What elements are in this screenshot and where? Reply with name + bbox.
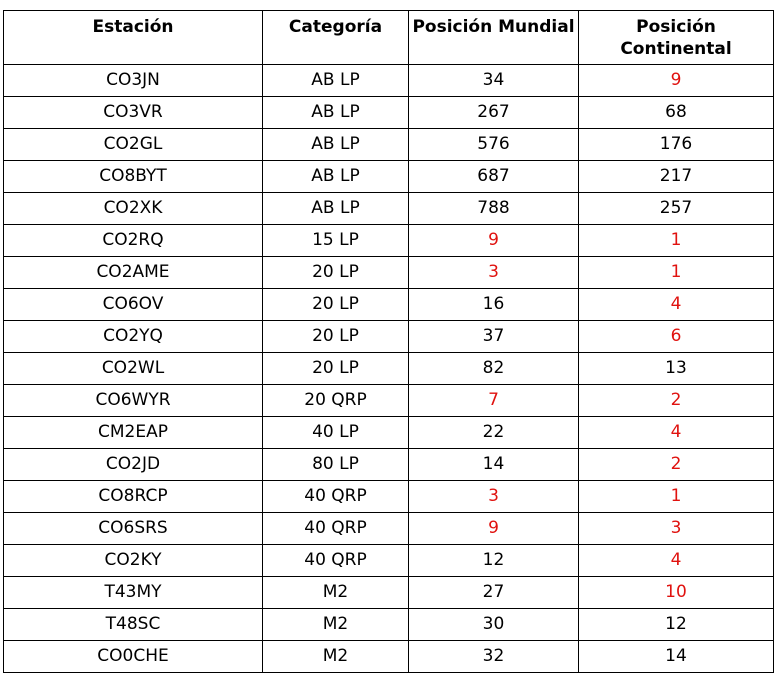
table-row (4, 225, 774, 257)
station-cell: CO2RQ (4, 225, 263, 257)
table-row (4, 97, 774, 129)
station-cell: CO3JN (4, 65, 263, 97)
continental-position-cell: 4 (579, 545, 774, 577)
station-cell: CO2XK (4, 193, 263, 225)
station-cell: T43MY (4, 577, 263, 609)
category-cell: 20 LP (263, 257, 409, 289)
world-position-cell: 7 (409, 385, 579, 417)
table-row (4, 257, 774, 289)
world-position-cell: 22 (409, 417, 579, 449)
continental-position-cell: 1 (579, 225, 774, 257)
table-row (4, 609, 774, 641)
category-cell: 40 QRP (263, 545, 409, 577)
station-cell: CO3VR (4, 97, 263, 129)
continental-position-cell: 14 (579, 641, 774, 673)
continental-position-cell: 217 (579, 161, 774, 193)
world-position-cell: 3 (409, 257, 579, 289)
category-cell: 20 LP (263, 353, 409, 385)
continental-position-cell: 13 (579, 353, 774, 385)
continental-position-cell: 4 (579, 417, 774, 449)
category-cell: 40 QRP (263, 513, 409, 545)
category-cell: 20 QRP (263, 385, 409, 417)
category-cell: M2 (263, 641, 409, 673)
world-position-cell: 12 (409, 545, 579, 577)
station-cell: CO0CHE (4, 641, 263, 673)
station-cell: CO8RCP (4, 481, 263, 513)
station-cell: CO2GL (4, 129, 263, 161)
category-cell: AB LP (263, 129, 409, 161)
continental-position-cell: 10 (579, 577, 774, 609)
category-cell: 15 LP (263, 225, 409, 257)
header-category: Categoría (263, 11, 409, 65)
world-position-cell: 14 (409, 449, 579, 481)
table-row (4, 161, 774, 193)
header-station: Estación (4, 11, 263, 65)
category-cell: M2 (263, 609, 409, 641)
table-row (4, 481, 774, 513)
table-row (4, 65, 774, 97)
continental-position-cell: 6 (579, 321, 774, 353)
table-row (4, 417, 774, 449)
table-row (4, 193, 774, 225)
station-cell: CO2YQ (4, 321, 263, 353)
category-cell: AB LP (263, 161, 409, 193)
station-cell: CO2WL (4, 353, 263, 385)
header-world-position: Posición Mundial (409, 11, 579, 65)
world-position-cell: 16 (409, 289, 579, 321)
continental-position-cell: 1 (579, 257, 774, 289)
table-row (4, 289, 774, 321)
station-cell: CO6WYR (4, 385, 263, 417)
station-cell: CO6OV (4, 289, 263, 321)
continental-position-cell: 176 (579, 129, 774, 161)
table-body (4, 65, 774, 673)
header-continental-position: Posición Continental (579, 11, 774, 65)
table-row (4, 385, 774, 417)
continental-position-cell: 12 (579, 609, 774, 641)
station-cell: CM2EAP (4, 417, 263, 449)
table-row (4, 513, 774, 545)
station-cell: T48SC (4, 609, 263, 641)
table-row (4, 353, 774, 385)
world-position-cell: 27 (409, 577, 579, 609)
category-cell: 40 QRP (263, 481, 409, 513)
world-position-cell: 788 (409, 193, 579, 225)
category-cell: 80 LP (263, 449, 409, 481)
world-position-cell: 30 (409, 609, 579, 641)
station-cell: CO8BYT (4, 161, 263, 193)
table-row (4, 641, 774, 673)
continental-position-cell: 68 (579, 97, 774, 129)
continental-position-cell: 1 (579, 481, 774, 513)
category-cell: 20 LP (263, 289, 409, 321)
continental-position-cell: 2 (579, 385, 774, 417)
category-cell: 40 LP (263, 417, 409, 449)
station-cell: CO6SRS (4, 513, 263, 545)
continental-position-cell: 3 (579, 513, 774, 545)
world-position-cell: 687 (409, 161, 579, 193)
results-table (3, 10, 774, 673)
world-position-cell: 9 (409, 513, 579, 545)
category-cell: AB LP (263, 65, 409, 97)
world-position-cell: 9 (409, 225, 579, 257)
world-position-cell: 34 (409, 65, 579, 97)
continental-position-cell: 2 (579, 449, 774, 481)
world-position-cell: 576 (409, 129, 579, 161)
station-cell: CO2AME (4, 257, 263, 289)
table-row (4, 577, 774, 609)
category-cell: AB LP (263, 193, 409, 225)
category-cell: 20 LP (263, 321, 409, 353)
world-position-cell: 3 (409, 481, 579, 513)
table-row (4, 545, 774, 577)
continental-position-cell: 9 (579, 65, 774, 97)
continental-position-cell: 257 (579, 193, 774, 225)
station-cell: CO2JD (4, 449, 263, 481)
table-row (4, 129, 774, 161)
category-cell: AB LP (263, 97, 409, 129)
table-row (4, 449, 774, 481)
category-cell: M2 (263, 577, 409, 609)
world-position-cell: 32 (409, 641, 579, 673)
table-row (4, 321, 774, 353)
continental-position-cell: 4 (579, 289, 774, 321)
station-cell: CO2KY (4, 545, 263, 577)
header-row (4, 11, 774, 65)
world-position-cell: 37 (409, 321, 579, 353)
world-position-cell: 267 (409, 97, 579, 129)
world-position-cell: 82 (409, 353, 579, 385)
